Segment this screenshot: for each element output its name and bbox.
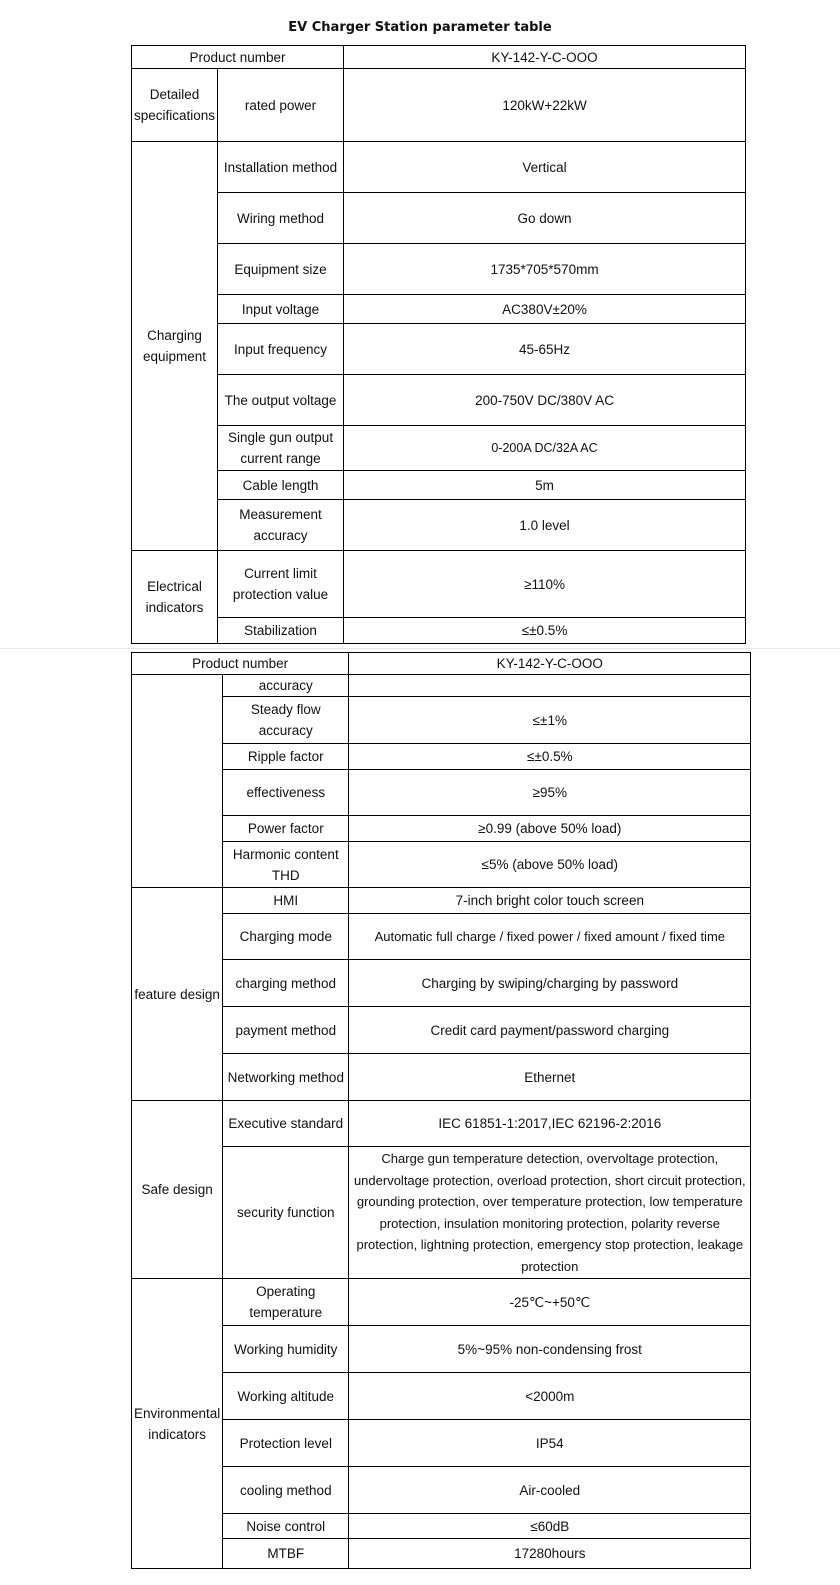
group-label-detailed: Detailed specifications (132, 69, 218, 142)
group-label-environmental: Environmental indicators (132, 1279, 223, 1569)
row-value: AC380V±20% (344, 295, 746, 324)
row-label: payment method (223, 1007, 349, 1054)
row-label: Harmonic content THD (223, 842, 349, 888)
row-value: IP54 (349, 1420, 751, 1467)
table-row (132, 770, 751, 816)
row-value: Charging by swiping/charging by password (349, 960, 751, 1007)
product-number-label: Product number (132, 46, 344, 69)
table-header-row (132, 653, 751, 675)
row-label: rated power (218, 69, 344, 142)
row-label: effectiveness (223, 770, 349, 816)
row-label: HMI (223, 888, 349, 914)
row-label: Measurement accuracy (218, 500, 344, 551)
table-row (132, 816, 751, 842)
table-row (132, 1539, 751, 1569)
row-value: -25℃~+50℃ (349, 1279, 751, 1326)
parameter-table-part1 (131, 45, 746, 644)
table-row (132, 295, 746, 324)
group-label-charging: Charging equipment (132, 142, 218, 551)
table-row (132, 551, 746, 618)
row-value: Go down (344, 193, 746, 244)
row-label: Input frequency (218, 324, 344, 375)
row-value: 1.0 level (344, 500, 746, 551)
row-label: Stabilization (218, 618, 344, 644)
row-value: ≤±0.5% (349, 744, 751, 770)
row-value: Automatic full charge / fixed power / fixed amount / fixed time (349, 914, 751, 960)
table-row (132, 1279, 751, 1326)
row-value: <2000m (349, 1373, 751, 1420)
table-row (132, 1326, 751, 1373)
row-value: 5%~95% non-condensing frost (349, 1326, 751, 1373)
table-row (132, 744, 751, 770)
table-row (132, 888, 751, 914)
row-value: 45-65Hz (344, 324, 746, 375)
row-label: Working humidity (223, 1326, 349, 1373)
row-label: Noise control (223, 1514, 349, 1539)
row-value: IEC 61851-1:2017,IEC 62196-2:2016 (349, 1101, 751, 1147)
row-value: 5m (344, 471, 746, 500)
table-row (132, 1373, 751, 1420)
table-row (132, 193, 746, 244)
table-row (132, 914, 751, 960)
group-label-feature: feature design (132, 888, 223, 1101)
row-label: Charging mode (223, 914, 349, 960)
row-label: Operating temperature (223, 1279, 349, 1326)
table-row (132, 618, 746, 644)
table-header-row (132, 46, 746, 69)
row-value (349, 675, 751, 697)
table-row (132, 142, 746, 193)
table-row (132, 471, 746, 500)
table-row (132, 1007, 751, 1054)
table-row (132, 1514, 751, 1539)
row-value: 0-200A DC/32A AC (344, 426, 746, 471)
row-label: MTBF (223, 1539, 349, 1569)
table-row (132, 675, 751, 697)
table-row (132, 69, 746, 142)
table-row (132, 426, 746, 471)
row-label: Input voltage (218, 295, 344, 324)
row-value: Vertical (344, 142, 746, 193)
row-value: 17280hours (349, 1539, 751, 1569)
row-label: Wiring method (218, 193, 344, 244)
product-number-value: KY-142-Y-C-OOO (344, 46, 746, 69)
table-row (132, 1420, 751, 1467)
row-value: ≤5% (above 50% load) (349, 842, 751, 888)
row-label: Current limit protection value (218, 551, 344, 618)
row-label: Executive standard (223, 1101, 349, 1147)
row-label: Cable length (218, 471, 344, 500)
row-label: cooling method (223, 1467, 349, 1514)
row-label: Single gun output current range (218, 426, 344, 471)
row-label: Protection level (223, 1420, 349, 1467)
group-label-electrical-continued (132, 675, 223, 888)
table-row (132, 244, 746, 295)
row-value: ≥0.99 (above 50% load) (349, 816, 751, 842)
row-value: ≥110% (344, 551, 746, 618)
table-row (132, 375, 746, 426)
table-row (132, 960, 751, 1007)
table-row (132, 324, 746, 375)
page-title: EV Charger Station parameter table (288, 20, 552, 35)
group-label-safe: Safe design (132, 1101, 223, 1279)
row-value: Air-cooled (349, 1467, 751, 1514)
row-value: ≤60dB (349, 1514, 751, 1539)
row-value: ≥95% (349, 770, 751, 816)
table-row (132, 1054, 751, 1101)
row-value: 120kW+22kW (344, 69, 746, 142)
row-value: 7-inch bright color touch screen (349, 888, 751, 914)
group-label-electrical: Electrical indicators (132, 551, 218, 644)
row-value: Ethernet (349, 1054, 751, 1101)
row-label: The output voltage (218, 375, 344, 426)
table-row (132, 1467, 751, 1514)
row-label: Ripple factor (223, 744, 349, 770)
table-row (132, 697, 751, 744)
page-break-divider (0, 648, 840, 649)
parameter-table-part2 (131, 652, 751, 1569)
table-row (132, 1147, 751, 1279)
product-number-label: Product number (132, 653, 349, 675)
table-row (132, 1101, 751, 1147)
table-row (132, 500, 746, 551)
row-value: ≤±1% (349, 697, 751, 744)
row-label: Power factor (223, 816, 349, 842)
product-number-value: KY-142-Y-C-OOO (349, 653, 751, 675)
row-value: Credit card payment/password charging (349, 1007, 751, 1054)
row-value: Charge gun temperature detection, overvoltage protection, undervoltage protection, overload protection, short circuit protection, grounding protection, over temperature protection, low temperature protection, insulation monitoring protection, polarity reverse protection, lightning protection, emergency stop protection, leakage protection (349, 1147, 751, 1279)
row-label: security function (223, 1147, 349, 1279)
row-label: Networking method (223, 1054, 349, 1101)
row-value: ≤±0.5% (344, 618, 746, 644)
row-label: Working altitude (223, 1373, 349, 1420)
row-label: Installation method (218, 142, 344, 193)
row-label: Steady flow accuracy (223, 697, 349, 744)
table-row (132, 842, 751, 888)
row-label: accuracy (223, 675, 349, 697)
row-value: 200-750V DC/380V AC (344, 375, 746, 426)
row-label: charging method (223, 960, 349, 1007)
row-label: Equipment size (218, 244, 344, 295)
row-value: 1735*705*570mm (344, 244, 746, 295)
